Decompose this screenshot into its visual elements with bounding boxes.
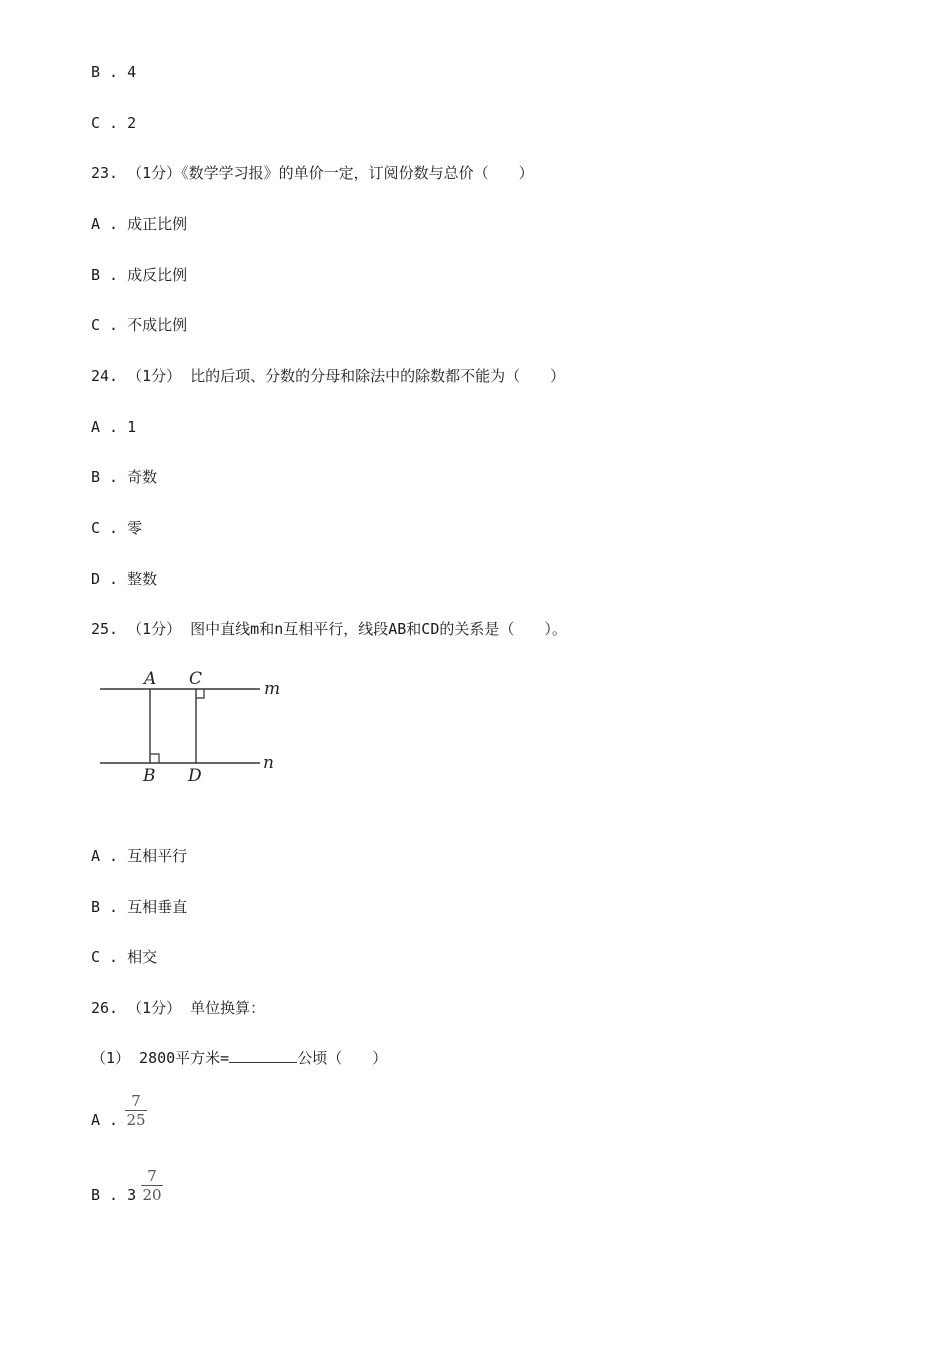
option-b-q22: B . 4 (91, 63, 137, 81)
label-b: B (143, 766, 156, 786)
option-a-q24: A . 1 (91, 418, 137, 436)
label-n: n (263, 753, 274, 773)
fraction-a-numerator: 7 (131, 1092, 141, 1110)
question-26-sub1 (91, 1048, 387, 1068)
fraction-a-denominator: 25 (126, 1111, 146, 1129)
option-a-q25: A . 互相平行 (91, 847, 188, 865)
label-d: D (188, 766, 202, 786)
option-c-q25: C . 相交 (91, 948, 158, 966)
label-a: A (144, 669, 157, 689)
question-26-stem: 26. （1分） 单位换算： (91, 999, 266, 1017)
fraction-b-denominator: 20 (142, 1186, 162, 1204)
option-c-q23: C . 不成比例 (91, 316, 188, 334)
option-a-q23: A . 成正比例 (91, 215, 188, 233)
parallel-lines-figure (95, 668, 295, 788)
fraction-a-q26 (125, 1093, 147, 1128)
label-m: m (264, 679, 281, 699)
sub1-suffix: 公顷（ ） (297, 1049, 388, 1067)
sub1-prefix: （1） 2800平方米= (91, 1049, 230, 1067)
fraction-b-numerator: 7 (147, 1167, 157, 1185)
question-24-stem: 24. （1分） 比的后项、分数的分母和除法中的除数都不能为（ ） (91, 367, 566, 385)
option-d-q24: D . 整数 (91, 570, 158, 588)
question-25-stem: 25. （1分） 图中直线m和n互相平行，线段AB和CD的关系是（ ）。 (91, 620, 567, 638)
fraction-b-q26 (141, 1168, 163, 1203)
option-c-q22: C . 2 (91, 114, 137, 132)
option-b-q26: B . 3 (91, 1186, 137, 1204)
label-c: C (189, 669, 203, 689)
option-b-q24: B . 奇数 (91, 468, 158, 486)
option-c-q24: C . 零 (91, 519, 143, 537)
option-b-q23: B . 成反比例 (91, 266, 188, 284)
right-angle-mark-c (196, 689, 204, 698)
option-a-q26: A . (91, 1111, 128, 1129)
option-b-q25: B . 互相垂直 (91, 898, 188, 916)
answer-blank (229, 1048, 297, 1063)
right-angle-mark-b (150, 754, 159, 763)
question-23-stem: 23. （1分）《数学学习报》的单价一定，订阅份数与总价（ ） (91, 164, 534, 182)
